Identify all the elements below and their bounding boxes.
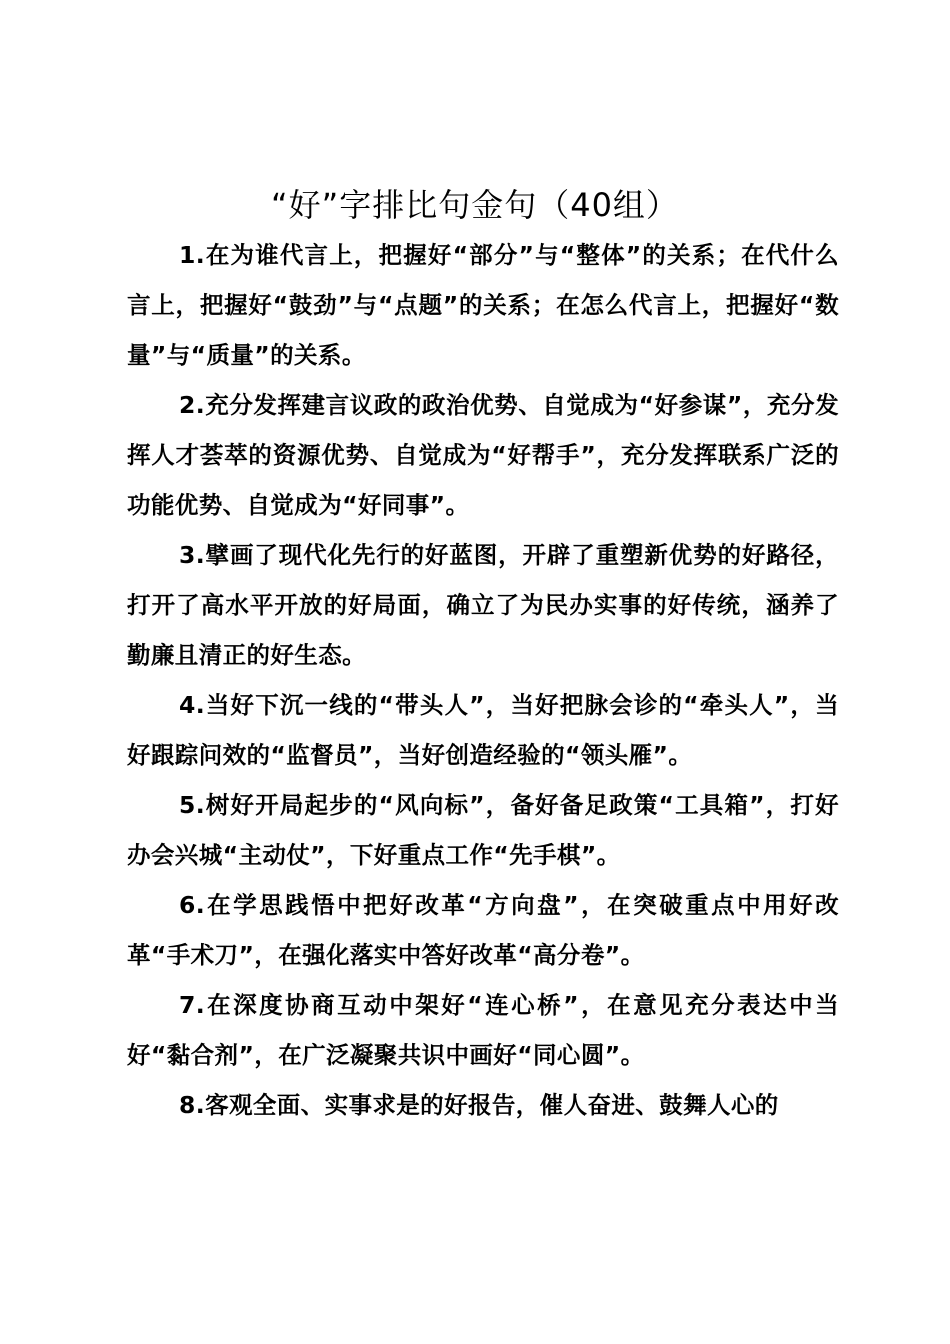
paragraph-4: 4.当好下沉一线的“带头人”，当好把脉会诊的“牵头人”，当好跟踪问效的“监督员”，当好创造经验的“领头雁”。 xyxy=(127,691,839,769)
paragraph-3: 3.擘画了现代化先行的好蓝图，开辟了重塑新优势的好路径，打开了高水平开放的好局面，确立了为民办实事的好传统，涵养了勤廉且清正的好生态。 xyxy=(127,541,839,669)
paragraph-6: 6.在学思践悟中把好改革“方向盘”，在突破重点中用好改革“手术刀”，在强化落实中答好改革“高分卷”。 xyxy=(127,891,839,969)
paragraph-2: 2.充分发挥建言议政的政治优势、自觉成为“好参谋”，充分发挥人才荟萃的资源优势、自觉成为“好帮手”，充分发挥联系广泛的功能优势、自觉成为“好同事”。 xyxy=(127,391,839,519)
document-title: “好”字排比句金句（40组） xyxy=(271,186,679,224)
paragraph-5: 5.树好开局起步的“风向标”，备好备足政策“工具箱”，打好办会兴城“主动仗”，下好重点工作“先手棋”。 xyxy=(127,791,839,869)
paragraph-7: 7.在深度协商互动中架好“连心桥”，在意见充分表达中当好“黏合剂”，在广泛凝聚共识中画好“同心圆”。 xyxy=(127,991,839,1069)
document-body xyxy=(127,230,839,1130)
paragraph-8: 8.客观全面、实事求是的好报告，催人奋进、鼓舞人心的 xyxy=(179,1091,779,1119)
paragraph-1: 1.在为谁代言上，把握好“部分”与“整体”的关系；在代什么言上，把握好“鼓劲”与“点题”的关系；在怎么代言上，把握好“数量”与“质量”的关系。 xyxy=(127,241,839,369)
